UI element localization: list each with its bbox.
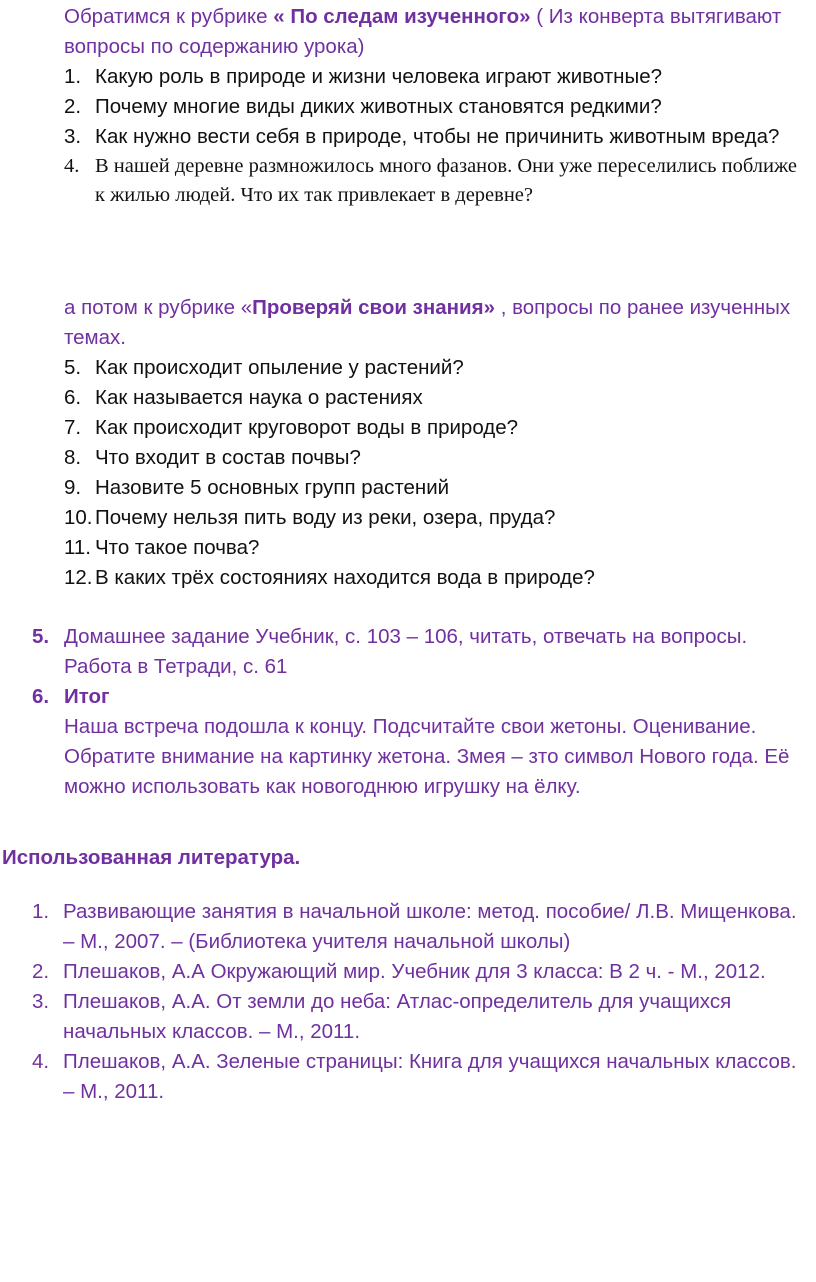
intro-1-prefix: Обратимся к рубрике <box>64 5 274 28</box>
literature-heading: Использованная литература. <box>2 846 301 869</box>
list-item: 5. Как происходит опыление у растений? <box>64 356 464 379</box>
literature-list <box>32 897 808 1107</box>
list-item: 6. Как называется наука о растениях <box>64 386 423 409</box>
list-item: 3. Как нужно вести себя в природе, чтобы не причинить животным вреда? <box>64 125 780 148</box>
list-item: 9. Назовите 5 основных групп растений <box>64 476 450 499</box>
section-number: 6. <box>32 685 50 708</box>
intro-1-suffix: ( Из конверта вытягивают вопросы по содержанию урока) <box>64 5 782 58</box>
list-item: 1. Развивающие занятия в начальной школе: метод. пособие/ Л.В. Мищенкова. – М., 2007. – (Библиотека учителя начальной школы) <box>32 900 797 953</box>
rubric-title-2: Проверяй свои знания» <box>252 296 496 319</box>
list-item: 11. Что такое почва? <box>64 536 260 559</box>
intro-paragraph-2 <box>64 293 808 353</box>
list-item: 4. Плешаков, А.А. Зеленые страницы: Книга для учащихся начальных классов. – М., 2011. <box>32 1050 797 1103</box>
homework-text: Домашнее задание Учебник, с. 103 – 106, читать, отвечать на вопросы. Работа в Тетради, с. 61 <box>64 625 748 678</box>
rubric-title-1: « По следам изученного» <box>273 5 531 28</box>
intro-paragraph-1 <box>64 2 808 62</box>
list-item: 7. Как происходит круговорот воды в природе? <box>64 416 519 439</box>
section-number: 5. <box>32 625 50 648</box>
list-item: 2. Почему многие виды диких животных становятся редкими? <box>64 95 662 118</box>
summary-text: Наша встреча подошла к концу. Подсчитайте свои жетоны. Оценивание. Обратите внимание на картинку жетона. Змея – зто символ Нового года. Её можно использовать как новогоднюю игрушку на ёлку. <box>64 715 790 798</box>
list-item: 2. Плешаков, А.А Окружающий мир. Учебник для 3 класса: В 2 ч. - М., 2012. <box>32 960 766 983</box>
list-item: 10. Почему нельзя пить воду из реки, озера, пруда? <box>64 506 556 529</box>
list-item: 4. В нашей деревне размножилось много фазанов. Они уже переселились поближе к жилью людей. Что их так привлекает в деревне? <box>64 155 797 206</box>
homework-section <box>32 622 808 682</box>
list-item: 3. Плешаков, А.А. От земли до неба: Атлас-определитель для учащихся начальных классов. – М., 2011. <box>32 990 732 1043</box>
list-item: 12. В каких трёх состояниях находится вода в природе? <box>64 566 595 589</box>
list-item: 8. Что входит в состав почвы? <box>64 446 361 469</box>
summary-title: Итог <box>64 685 110 708</box>
intro-2-prefix: а потом к рубрике « <box>64 296 253 319</box>
questions-list-2 <box>64 353 808 593</box>
questions-list-1 <box>64 62 808 210</box>
list-item: 1. Какую роль в природе и жизни человека играют животные? <box>64 65 663 88</box>
summary-section <box>32 682 808 802</box>
intro-2-suffix: , вопросы по ранее изученных темах. <box>64 296 791 349</box>
